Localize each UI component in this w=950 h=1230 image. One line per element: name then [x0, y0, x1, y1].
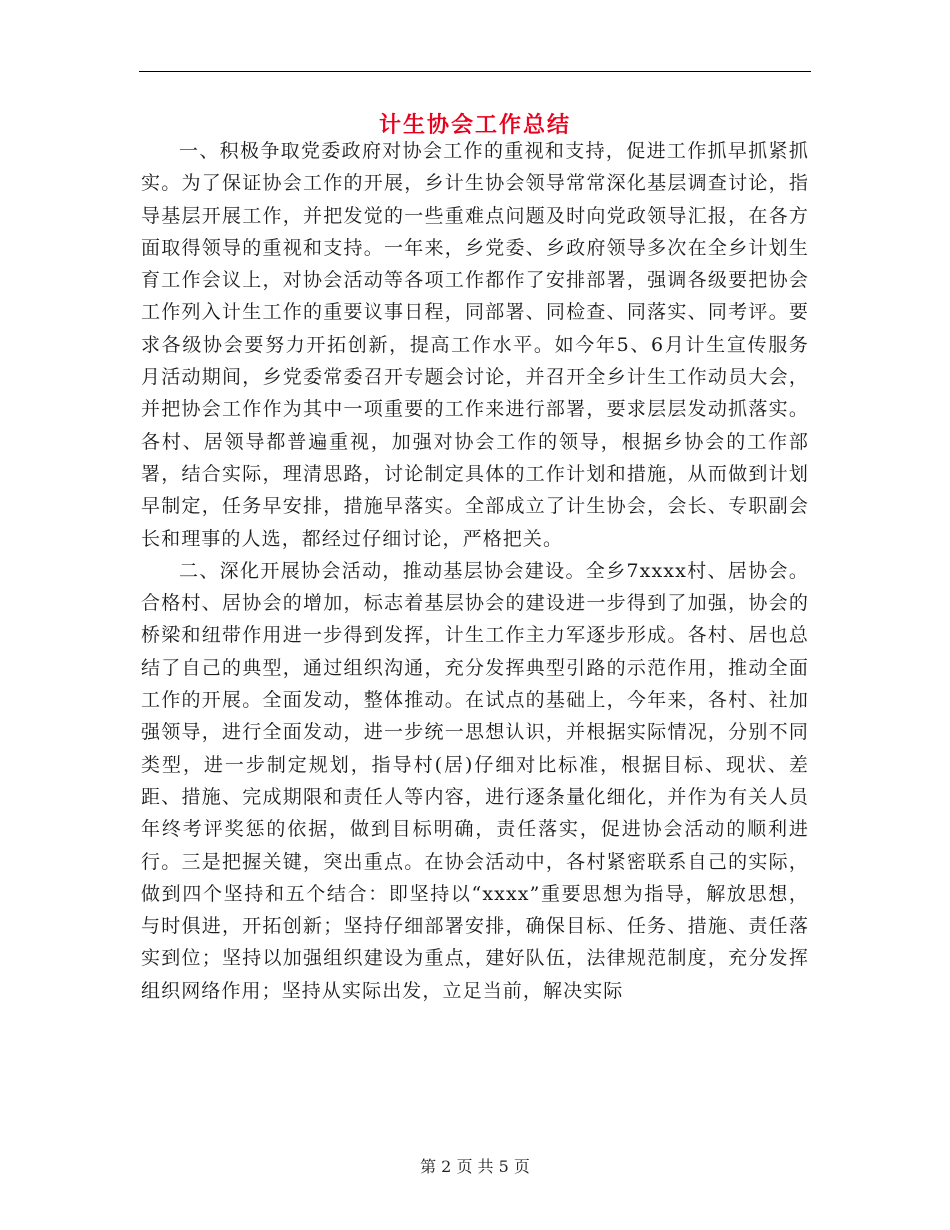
- header-rule: [139, 71, 811, 72]
- document-title: 计生协会工作总结: [378, 113, 571, 138]
- paragraph-2: 二、深化开展协会活动，推动基层协会建设。全乡7xxxx村、居协会。合格村、居协会的增加，标志着基层协会的建设进一步得到了加强，协会的桥梁和纽带作用进一步得到发挥，计生工作主力军逐步形成。各村、居也总结了自己的典型，通过组织沟通，充分发挥典型引路的示范作用，推动全面工作的开展。全面发动，整体推动。在试点的基础上，今年来，各村、社加强领导，进行全面发动，进一步统一思想认识，并根据实际情况，分别不同类型，进一步制定规划，指导村(居)仔细对比标准，根据目标、现状、差距、措施、完成期限和责任人等内容，进行逐条量化细化，并作为有关人员年终考评奖惩的依据，做到目标明确，责任落实，促进协会活动的顺利进行。三是把握关键，突出重点。在协会活动中，各村紧密联系自己的实际，做到四个坚持和五个结合：即坚持以“xxxx”重要思想为指导，解放思想，与时俱进，开拓创新；坚持仔细部署安排，确保目标、任务、措施、责任落实到位；坚持以加强组织建设为重点，建好队伍，法律规范制度，充分发挥组织网络作用；坚持从实际出发，立足当前，解决实际: [141, 559, 809, 1002]
- paragraph-1: 一、积极争取党委政府对协会工作的重视和支持，促进工作抓早抓紧抓实。为了保证协会工作的开展，乡计生协会领导常常深化基层调查讨论，指导基层开展工作，并把发觉的一些重难点问题及时向党政领导汇报，在各方面取得领导的重视和支持。一年来，乡党委、乡政府领导多次在全乡计划生育工作会议上，对协会活动等各项工作都作了安排部署，强调各级要把协会工作列入计生工作的重要议事日程，同部署、同检查、同落实、同考评。要求各级协会要努力开拓创新，提高工作水平。如今年5、6月计生宣传服务月活动期间，乡党委常委召开专题会讨论，并召开全乡计生工作动员大会，并把协会工作作为其中一项重要的工作来进行部署，要求层层发动抓落实。各村、居领导都普遍重视，加强对协会工作的领导，根据乡协会的工作部署，结合实际，理清思路，讨论制定具体的工作计划和措施，从而做到计划早制定，任务早安排，措施早落实。全部成立了计生协会，会长、专职副会长和理事的人选，都经过仔细讨论，严格把关。: [141, 140, 809, 550]
- document-body: [141, 135, 809, 1007]
- page-number-label: 第 2 页 共 5 页: [420, 1157, 530, 1176]
- page-footer: [0, 1154, 950, 1177]
